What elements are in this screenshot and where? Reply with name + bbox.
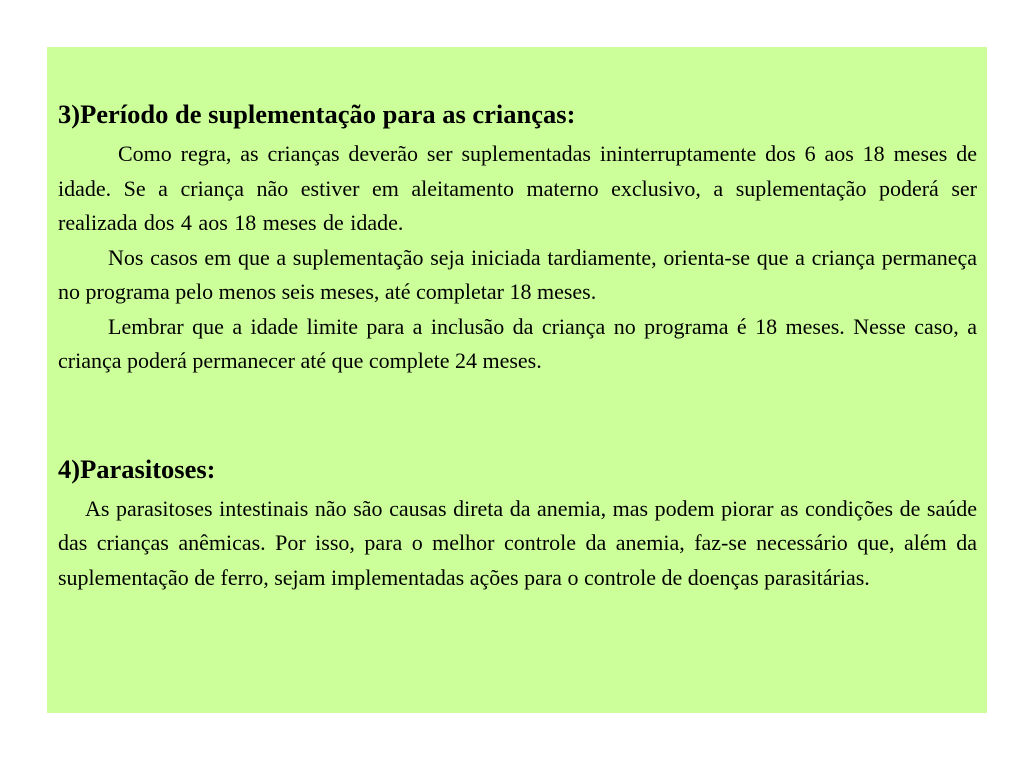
section-3-heading: 3)Período de suplementação para as crianças: — [58, 99, 576, 129]
section-3-paragraph-3: Lembrar que a idade limite para a inclusão da criança no programa é 18 meses. Nesse caso, a criança poderá permanecer até que complete 24 meses. — [58, 313, 977, 373]
section-4-heading: 4)Parasitoses: — [58, 453, 216, 484]
section-3-paragraph-1: Como regra, as crianças deverão ser suplementadas ininterruptamente dos 6 aos 18 meses de idade. Se a criança não estiver em aleitamento materno exclusivo, a suplementação poderá ser realizada dos 4 aos 18 meses de idade. — [58, 141, 977, 235]
section-4-paragraph-1: As parasitoses intestinais não são causas direta da anemia, mas podem piorar as condições de saúde das crianças anêmicas. Por isso, para o melhor controle da anemia, faz-se necessário que, além da suplementação de ferro, sejam implementadas ações para o controle de doenças parasitárias. — [58, 495, 977, 590]
slide-content-box — [47, 47, 987, 713]
section-3-paragraph-2: Nos casos em que a suplementação seja iniciada tardiamente, orienta-se que a criança permaneça no programa pelo menos seis meses, até completar 18 meses. — [58, 244, 977, 304]
